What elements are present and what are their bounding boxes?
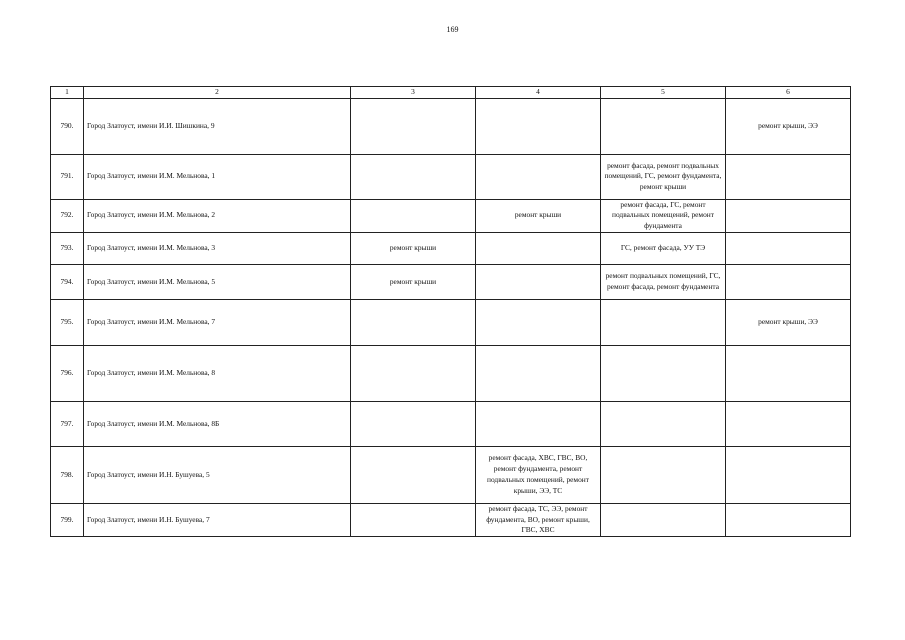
table-row bbox=[51, 232, 851, 264]
row-number: 796. bbox=[51, 345, 84, 401]
address-cell: Город Златоуст, имени И.М. Мельнова, 1 bbox=[84, 154, 351, 199]
works-cell bbox=[726, 503, 851, 536]
works-cell bbox=[351, 98, 476, 154]
table-row bbox=[51, 154, 851, 199]
column-number-cell: 5 bbox=[601, 87, 726, 99]
row-number: 793. bbox=[51, 232, 84, 264]
column-number-cell: 2 bbox=[84, 87, 351, 99]
works-cell: ремонт фасада, ХВС, ГВС, ВО, ремонт фундамента, ремонт подвальных помещений, ремонт крыши, ЭЭ, ТС bbox=[476, 446, 601, 503]
address-cell: Город Златоуст, имени И.Н. Бушуева, 5 bbox=[84, 446, 351, 503]
works-cell bbox=[476, 401, 601, 446]
table-row bbox=[51, 98, 851, 154]
row-number: 790. bbox=[51, 98, 84, 154]
works-cell bbox=[601, 299, 726, 345]
address-cell: Город Златоуст, имени И.М. Мельнова, 2 bbox=[84, 199, 351, 232]
table-row bbox=[51, 264, 851, 299]
works-cell bbox=[601, 98, 726, 154]
address-cell: Город Златоуст, имени И.М. Мельнова, 8Б bbox=[84, 401, 351, 446]
row-number: 799. bbox=[51, 503, 84, 536]
row-number: 795. bbox=[51, 299, 84, 345]
address-cell: Город Златоуст, имени И.Н. Бушуева, 7 bbox=[84, 503, 351, 536]
row-number: 792. bbox=[51, 199, 84, 232]
works-cell: ремонт крыши bbox=[351, 232, 476, 264]
column-number-cell: 4 bbox=[476, 87, 601, 99]
works-cell bbox=[726, 345, 851, 401]
works-cell bbox=[351, 299, 476, 345]
address-cell: Город Златоуст, имени И.М. Мельнова, 8 bbox=[84, 345, 351, 401]
works-cell: ремонт крыши, ЭЭ bbox=[726, 299, 851, 345]
works-cell: ремонт крыши, ЭЭ bbox=[726, 98, 851, 154]
row-number: 798. bbox=[51, 446, 84, 503]
row-number: 794. bbox=[51, 264, 84, 299]
address-cell: Город Златоуст, имени И.М. Мельнова, 7 bbox=[84, 299, 351, 345]
table-row bbox=[51, 401, 851, 446]
works-cell bbox=[726, 199, 851, 232]
table-row bbox=[51, 503, 851, 536]
works-cell bbox=[601, 446, 726, 503]
page-number: 169 bbox=[446, 25, 459, 34]
works-cell bbox=[476, 154, 601, 199]
column-number-cell: 1 bbox=[51, 87, 84, 99]
works-cell bbox=[476, 232, 601, 264]
table-row bbox=[51, 446, 851, 503]
works-cell bbox=[351, 446, 476, 503]
works-cell bbox=[351, 401, 476, 446]
works-cell bbox=[351, 503, 476, 536]
address-cell: Город Златоуст, имени И.М. Мельнова, 3 bbox=[84, 232, 351, 264]
works-cell bbox=[726, 264, 851, 299]
works-cell bbox=[601, 345, 726, 401]
row-number: 791. bbox=[51, 154, 84, 199]
works-cell bbox=[351, 199, 476, 232]
address-cell: Город Златоуст, имени И.М. Мельнова, 5 bbox=[84, 264, 351, 299]
works-cell bbox=[601, 401, 726, 446]
works-cell bbox=[726, 446, 851, 503]
column-number-header-row bbox=[51, 87, 851, 99]
works-cell bbox=[726, 401, 851, 446]
table-row bbox=[51, 199, 851, 232]
works-register-table bbox=[50, 86, 851, 537]
column-number-cell: 3 bbox=[351, 87, 476, 99]
works-cell: ГС, ремонт фасада, УУ ТЭ bbox=[601, 232, 726, 264]
table-row bbox=[51, 299, 851, 345]
works-cell: ремонт крыши bbox=[351, 264, 476, 299]
works-cell bbox=[476, 264, 601, 299]
works-cell bbox=[726, 154, 851, 199]
works-cell: ремонт фасада, ТС, ЭЭ, ремонт фундамента, ВО, ремонт крыши, ГВС, ХВС bbox=[476, 503, 601, 536]
works-cell bbox=[726, 232, 851, 264]
works-cell: ремонт фасада, ремонт подвальных помещений, ГС, ремонт фундамента, ремонт крыши bbox=[601, 154, 726, 199]
column-number-cell: 6 bbox=[726, 87, 851, 99]
works-cell: ремонт фасада, ГС, ремонт подвальных помещений, ремонт фундамента bbox=[601, 199, 726, 232]
works-cell bbox=[601, 503, 726, 536]
works-cell: ремонт подвальных помещений, ГС, ремонт фасада, ремонт фундамента bbox=[601, 264, 726, 299]
address-cell: Город Златоуст, имени И.И. Шишкина, 9 bbox=[84, 98, 351, 154]
works-cell bbox=[351, 345, 476, 401]
works-cell: ремонт крыши bbox=[476, 199, 601, 232]
works-cell bbox=[476, 345, 601, 401]
works-cell bbox=[476, 299, 601, 345]
row-number: 797. bbox=[51, 401, 84, 446]
works-cell bbox=[351, 154, 476, 199]
table-row bbox=[51, 345, 851, 401]
works-cell bbox=[476, 98, 601, 154]
